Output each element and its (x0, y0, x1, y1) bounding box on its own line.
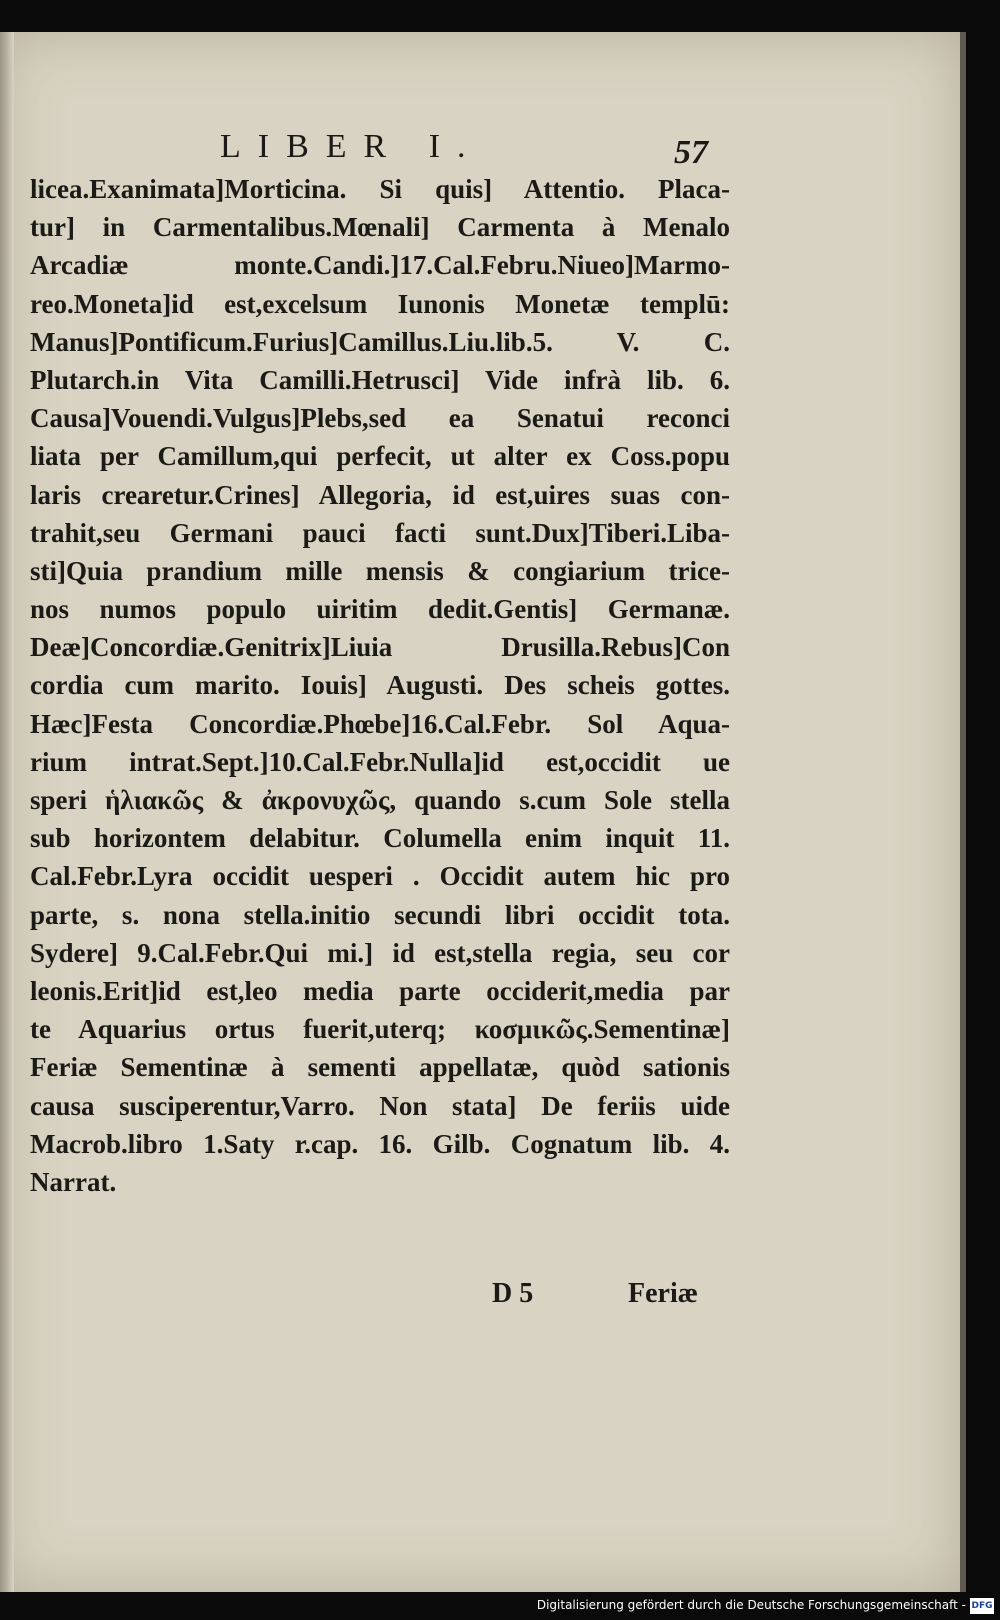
text-line: parte, s. nona stella.initio secundi libri occidit tota. (30, 899, 730, 930)
text-line: sub horizontem delabitur. Columella enim inquit 11. (30, 823, 730, 854)
text-line: causa susciperentur,Varro. Non stata] De feriis uide (30, 1090, 730, 1121)
text-line: reo.Moneta]id est,excelsum Iunonis Monetæ templū: (30, 288, 730, 319)
text-line: leonis.Erit]id est,leo media parte occiderit,media par (30, 975, 730, 1006)
text-line: laris crearetur.Crines] Allegoria, id est,uires suas con- (30, 479, 730, 510)
text-line: cordia cum marito. Iouis] Augusti. Des scheis gottes. (30, 670, 730, 701)
signature-line (492, 1278, 722, 1318)
text-line: Plutarch.in Vita Camilli.Hetrusci] Vide infrà lib. 6. (30, 364, 730, 395)
text-line: liata per Camillum,qui perfecit, ut alter ex Coss.popu (30, 441, 730, 472)
text-line: Manus]Pontificum.Furius]Camillus.Liu.lib.5. V. C. (30, 326, 730, 357)
dfg-logo: DFG (970, 1598, 994, 1614)
text-line: Cal.Febr.Lyra occidit uesperi . Occidit autem hic pro (30, 861, 730, 892)
text-line: nos numos populo uiritim dedit.Gentis] Germanæ. (30, 594, 730, 625)
text-line: rium intrat.Sept.]10.Cal.Febr.Nulla]id est,occidit ue (30, 746, 730, 777)
text-line: sti]Quia prandium mille mensis & congiarium trice- (30, 555, 730, 586)
running-head (0, 128, 960, 171)
text-line: Feriæ Sementinæ à sementi appellatæ, quòd sationis (30, 1052, 730, 1083)
text-line: Sydere] 9.Cal.Febr.Qui mi.] id est,stella regia, seu cor (30, 937, 730, 968)
text-line: Arcadiæ monte.Candi.]17.Cal.Febru.Niueo]Marmo- (30, 250, 730, 281)
text-line: te Aquarius ortus fuerit,uterq; κοσμικῶς.Sementinæ] (30, 1014, 730, 1045)
text-line: trahit,seu Germani pauci facti sunt.Dux]Tiberi.Liba- (30, 517, 730, 548)
text-line: Macrob.libro 1.Saty r.cap. 16. Gilb. Cognatum lib. 4. (30, 1128, 730, 1159)
text-line: speri ἡλιακῶς & ἀκρονυχῶς, quando s.cum Sole stella (30, 785, 730, 815)
body-text (30, 170, 730, 1201)
text-line: Narrat. (30, 1166, 117, 1197)
text-line: Causa]Vouendi.Vulgus]Plebs,sed ea Senatui reconci (30, 403, 730, 434)
text-line: Hæc]Festa Concordiæ.Phœbe]16.Cal.Febr. Sol Aqua- (30, 708, 730, 739)
text-line: licea.Exanimata]Morticina. Si quis] Attentio. Placa- (30, 174, 730, 204)
signature-mark: D 5 (492, 1278, 534, 1309)
text-line: Deæ]Concordiæ.Genitrix]Liuia Drusilla.Rebus]Con (30, 632, 730, 663)
catchword: Feriæ (628, 1278, 698, 1309)
running-title: LIBER I. (220, 128, 483, 165)
text-line: tur] in Carmentalibus.Mœnali] Carmenta à Menalo (30, 212, 730, 243)
page-gutter-shadow (0, 32, 14, 1592)
digitization-credit: Digitalisierung gefördert durch die Deutsche Forschungsgemeinschaft - (536, 1598, 966, 1612)
page-number: 57 (674, 134, 708, 171)
